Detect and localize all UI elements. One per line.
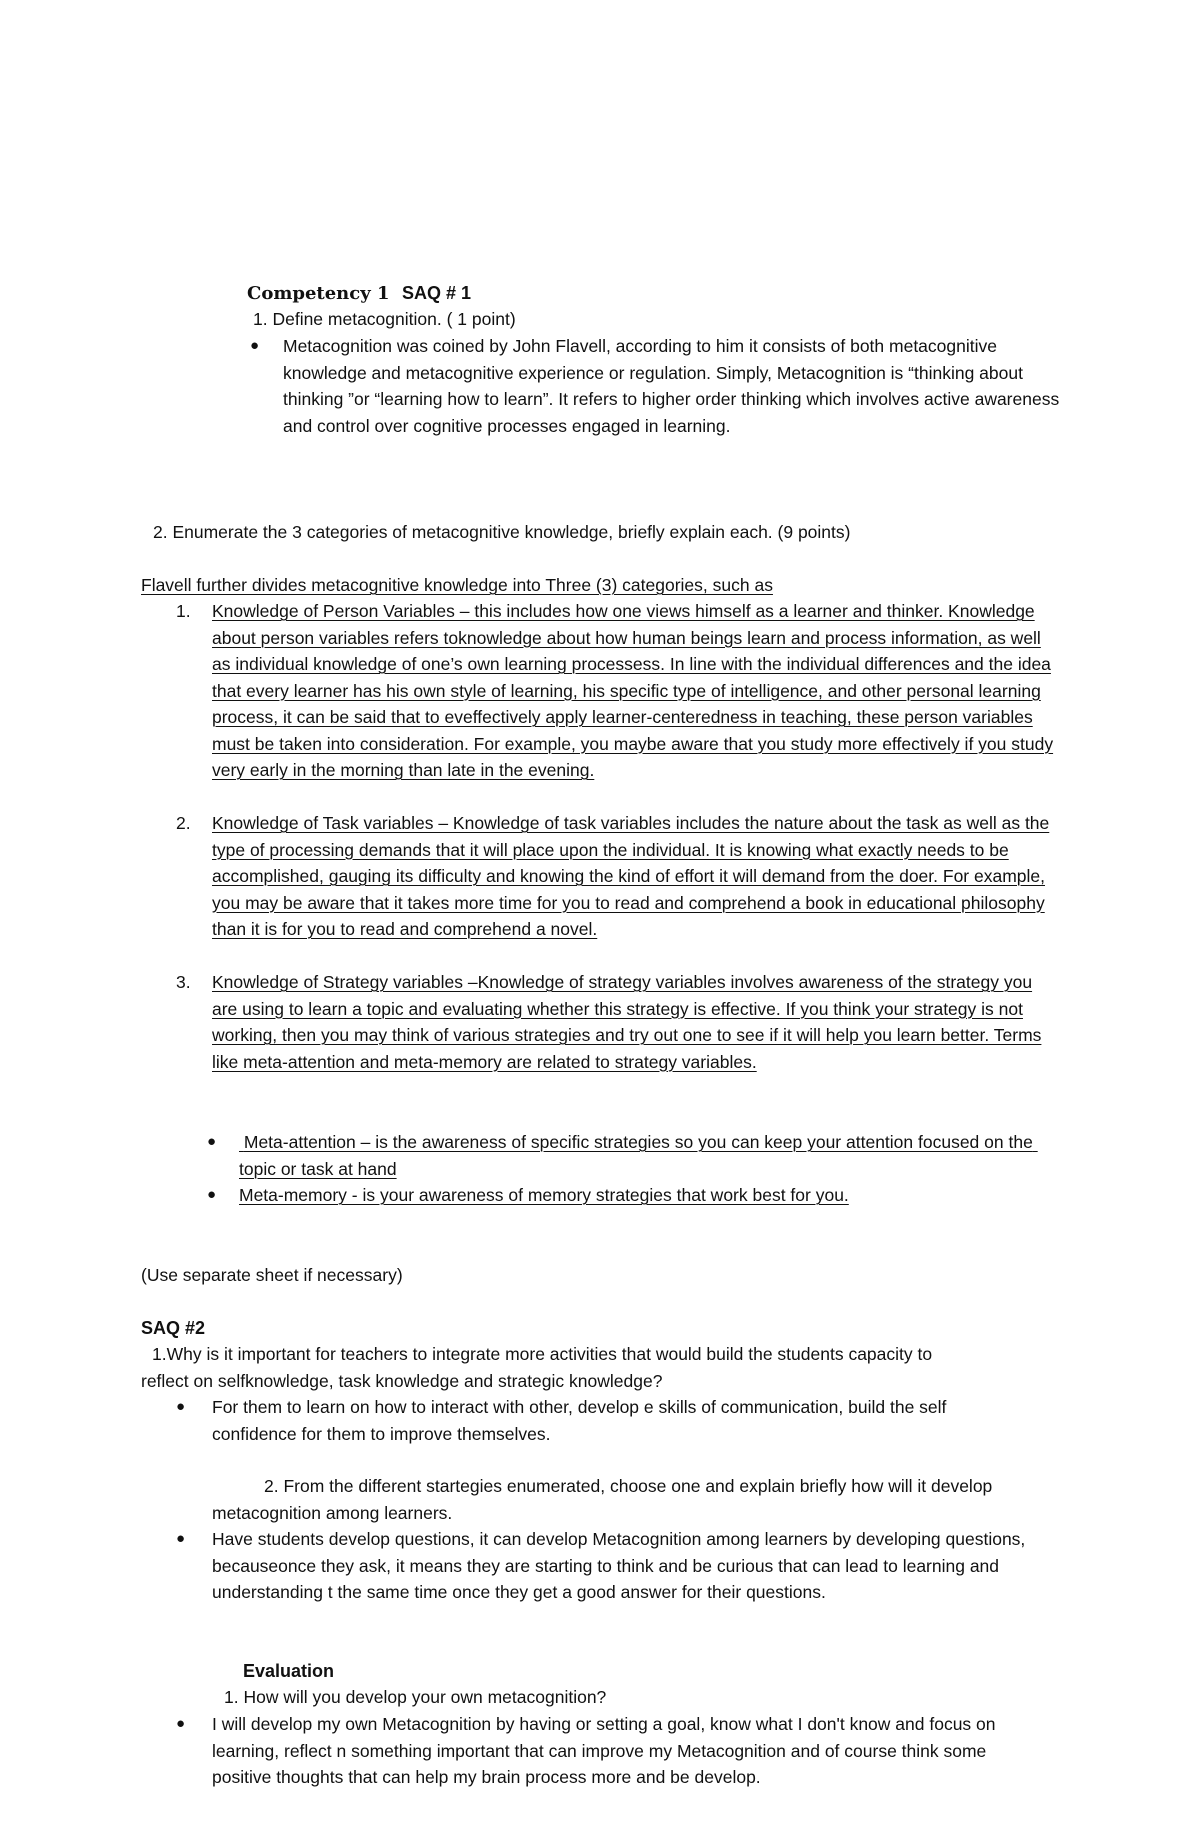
category-number: 2.: [176, 813, 191, 833]
sub-bullet-meta-attention: Meta-attention – is the awareness of specific strategies so you can keep your attention focused on the topic or task at hand: [239, 1132, 1038, 1179]
q2-enumerate: 2. Enumerate the 3 categories of metacognitive knowledge, briefly explain each. (9 points): [153, 522, 851, 542]
answer-define: Metacognition was coined by John Flavell, according to him it consists of both metacognitive knowledge and metacognitive experience or regulation. Simply, Metacognition is “thinking about thinking ”or “learning how to learn”. It refers to higher order thinking which involves active awareness and control over cognitive processes engaged in learning.: [283, 336, 1060, 436]
evaluation-q1: 1. How will you develop your own metacognition?: [224, 1687, 607, 1707]
bullet-icon: ●: [176, 1715, 186, 1732]
evaluation-heading: Evaluation: [243, 1661, 335, 1681]
category-person-variables: Knowledge of Person Variables – this includes how one views himself as a learner and thinker. Knowledge about person variables refers toknowledge about how human beings learn and process information, as well as individual knowledge of one’s own learning processess. In line with the individual differences and the idea that every learner has his own style of learning, his specific type of intelligence, and other personal learning process, it can be said that to eveffectively apply learner-centeredness in teaching, these person variables must be taken into consideration. For example, you maybe aware that you study more effectively if you study very early in the morning than late in the evening.: [212, 601, 1054, 780]
category-task-variables: Knowledge of Task variables – Knowledge of task variables includes the nature about the task as well as the type of processing demands that it will place upon the individual. It is knowing what exactly needs to be accomplished, gauging its difficulty and knowing the kind of effort it will demand from the doer. For example, you may be aware that it takes more time for you to read and comprehend a book in educational philosophy than it is for you to read and comprehend a novel.: [212, 813, 1050, 939]
saq2-a1: For them to learn on how to interact with other, develop e skills of communication, build the self confidence for them to improve themselves.: [212, 1397, 947, 1444]
saq2-a2: Have students develop questions, it can develop Metacognition among learners by developing questions, becauseonce they ask, it means they are starting to think and be curious that can lead to learning and understanding t the same time once they get a good answer for their questions.: [212, 1529, 1026, 1602]
bullet-icon: ●: [207, 1133, 217, 1150]
saq2-q1: 1.Why is it important for teachers to integrate more activities that would build the students capacity to reflect on selfknowledge, task knowledge and strategic knowledge?: [141, 1344, 933, 1391]
categories-intro: Flavell further divides metacognitive knowledge into Three (3) categories, such as: [141, 575, 773, 595]
competency-label: Competency 1: [247, 283, 390, 304]
evaluation-a1: I will develop my own Metacognition by having or setting a goal, know what I don't know and focus on learning, reflect n something important that can improve my Metacognition and of course think some positive thoughts that can help my brain process more and be develop.: [212, 1714, 996, 1787]
competency-title: [247, 280, 471, 308]
sub-bullet-meta-memory: Meta-memory - is your awareness of memory strategies that work best for you.: [239, 1185, 849, 1205]
saq1-label: SAQ # 1: [402, 283, 472, 303]
category-number: 3.: [176, 972, 191, 992]
saq2-q2: 2. From the different startegies enumerated, choose one and explain briefly how will it develop metacognition among learners.: [212, 1476, 993, 1523]
q1-define: 1. Define metacognition. ( 1 point): [253, 309, 516, 329]
bullet-icon: ●: [176, 1530, 186, 1547]
category-strategy-variables: Knowledge of Strategy variables –Knowledge of strategy variables involves awareness of the strategy you are using to learn a topic and evaluating whether this strategy is effective. If you think your strategy is not working, then you may think of various strategies and try out one to see if it will help you learn better. Terms like meta-attention and meta-memory are related to strategy variables.: [212, 972, 1042, 1072]
bullet-icon: ●: [207, 1186, 217, 1203]
bullet-icon: ●: [250, 337, 260, 354]
category-number: 1.: [176, 601, 191, 621]
saq2-heading: SAQ #2: [141, 1318, 206, 1338]
bullet-icon: ●: [176, 1398, 186, 1415]
separate-sheet-note: (Use separate sheet if necessary): [141, 1265, 403, 1285]
